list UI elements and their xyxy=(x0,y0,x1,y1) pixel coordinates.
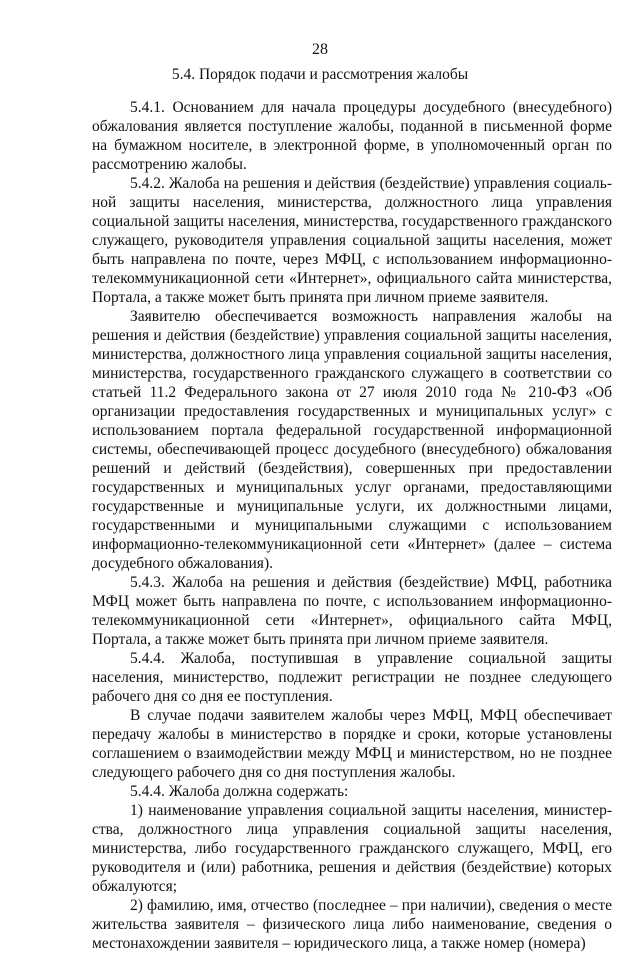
paragraph-5-4-1: 5.4.1. Основанием для начала процедуры досудебного (внесудебного) обжалования является поступление жалобы, поданной в письменной форме на бумажном носителе, в электронной форме, в уполномоченный орган по рассмотрению жалобы. xyxy=(92,99,612,173)
section-title: 5.4. Порядок подачи и рассмотрения жалобы xyxy=(171,66,469,83)
paragraph-5-4-3: 5.4.3. Жалоба на решения и действия (бездействие) МФЦ, работника МФЦ может быть направлена по почте, с использованием информационно-телекоммуникационной сети «Интернет», официального сайта МФЦ, Портала, а также может быть принята при личном приеме заявителя. xyxy=(92,574,612,648)
list-item-2: 2) фамилию, имя, отчество (последнее – при наличии), сведения о месте жительства заявителя – физического лица либо наименование, сведения о местонахождении заявителя – юридического лица, а также номер (номера) xyxy=(92,897,612,952)
document-body xyxy=(92,98,612,953)
page-number: 28 xyxy=(312,41,328,58)
paragraph-mfc-transfer: В случае подачи заявителем жалобы через МФЦ, МФЦ обеспечивает передачу жалобы в министерство в порядке и сроки, которые установлены соглашением о взаимодействии между МФЦ и министерством, но не позднее следующего рабочего дня со дня поступления жалобы. xyxy=(92,707,612,781)
paragraph-5-4-2: 5.4.2. Жалоба на решения и действия (бездействие) управления социальной защиты населения, министерства, должностного лица управления социальной защиты населения, министерства, государственного гражданского служащего, руководителя управления социальной защиты населения, может быть направлена по почте, через МФЦ, с использованием информационно-телекоммуникационной сети «Интернет», официального сайта министерства, Портала, а также может быть принята при личном приеме заявителя. xyxy=(92,175,612,306)
list-item-1: 1) наименование управления социальной защиты населения, министерства, должностного лица управления социальной защиты населения, министерства, либо государственного гражданского служащего, МФЦ, его руководителя и (или) работника, решения и действия (бездействие) которых обжалуются; xyxy=(92,802,612,895)
paragraph-5-4-4-contents: 5.4.4. Жалоба должна содержать: xyxy=(130,783,349,800)
paragraph-applicant-right: Заявителю обеспечивается возможность направления жалобы на решения и действия (бездействие) управления социальной защиты населения, министерства, должностного лица управления социальной защиты населения, министерства, государственного гражданского служащего в соответствии со статьей 11.2 Федерального закона от 27 июля 2010 года № 210-ФЗ «Об организации предоставления государственных и муниципальных услуг» с использованием портала федеральной государственной информационной системы, обеспечивающей процесс досудебного (внесудебного) обжалования решений и действий (бездействия), совершенных при предоставлении государственных и муниципальных услуг органами, предоставляющими государственные и муниципальные услуги, их должностными лицами, государственными и муниципальными служащими с использованием информационно-телекоммуникационной сети «Интернет» (далее – система досудебного обжалования). xyxy=(92,308,612,572)
paragraph-5-4-4-registration: 5.4.4. Жалоба, поступившая в управление социальной защиты населения, министерство, подлежит регистрации не позднее следующего рабочего дня со дня ее поступления. xyxy=(92,650,612,705)
